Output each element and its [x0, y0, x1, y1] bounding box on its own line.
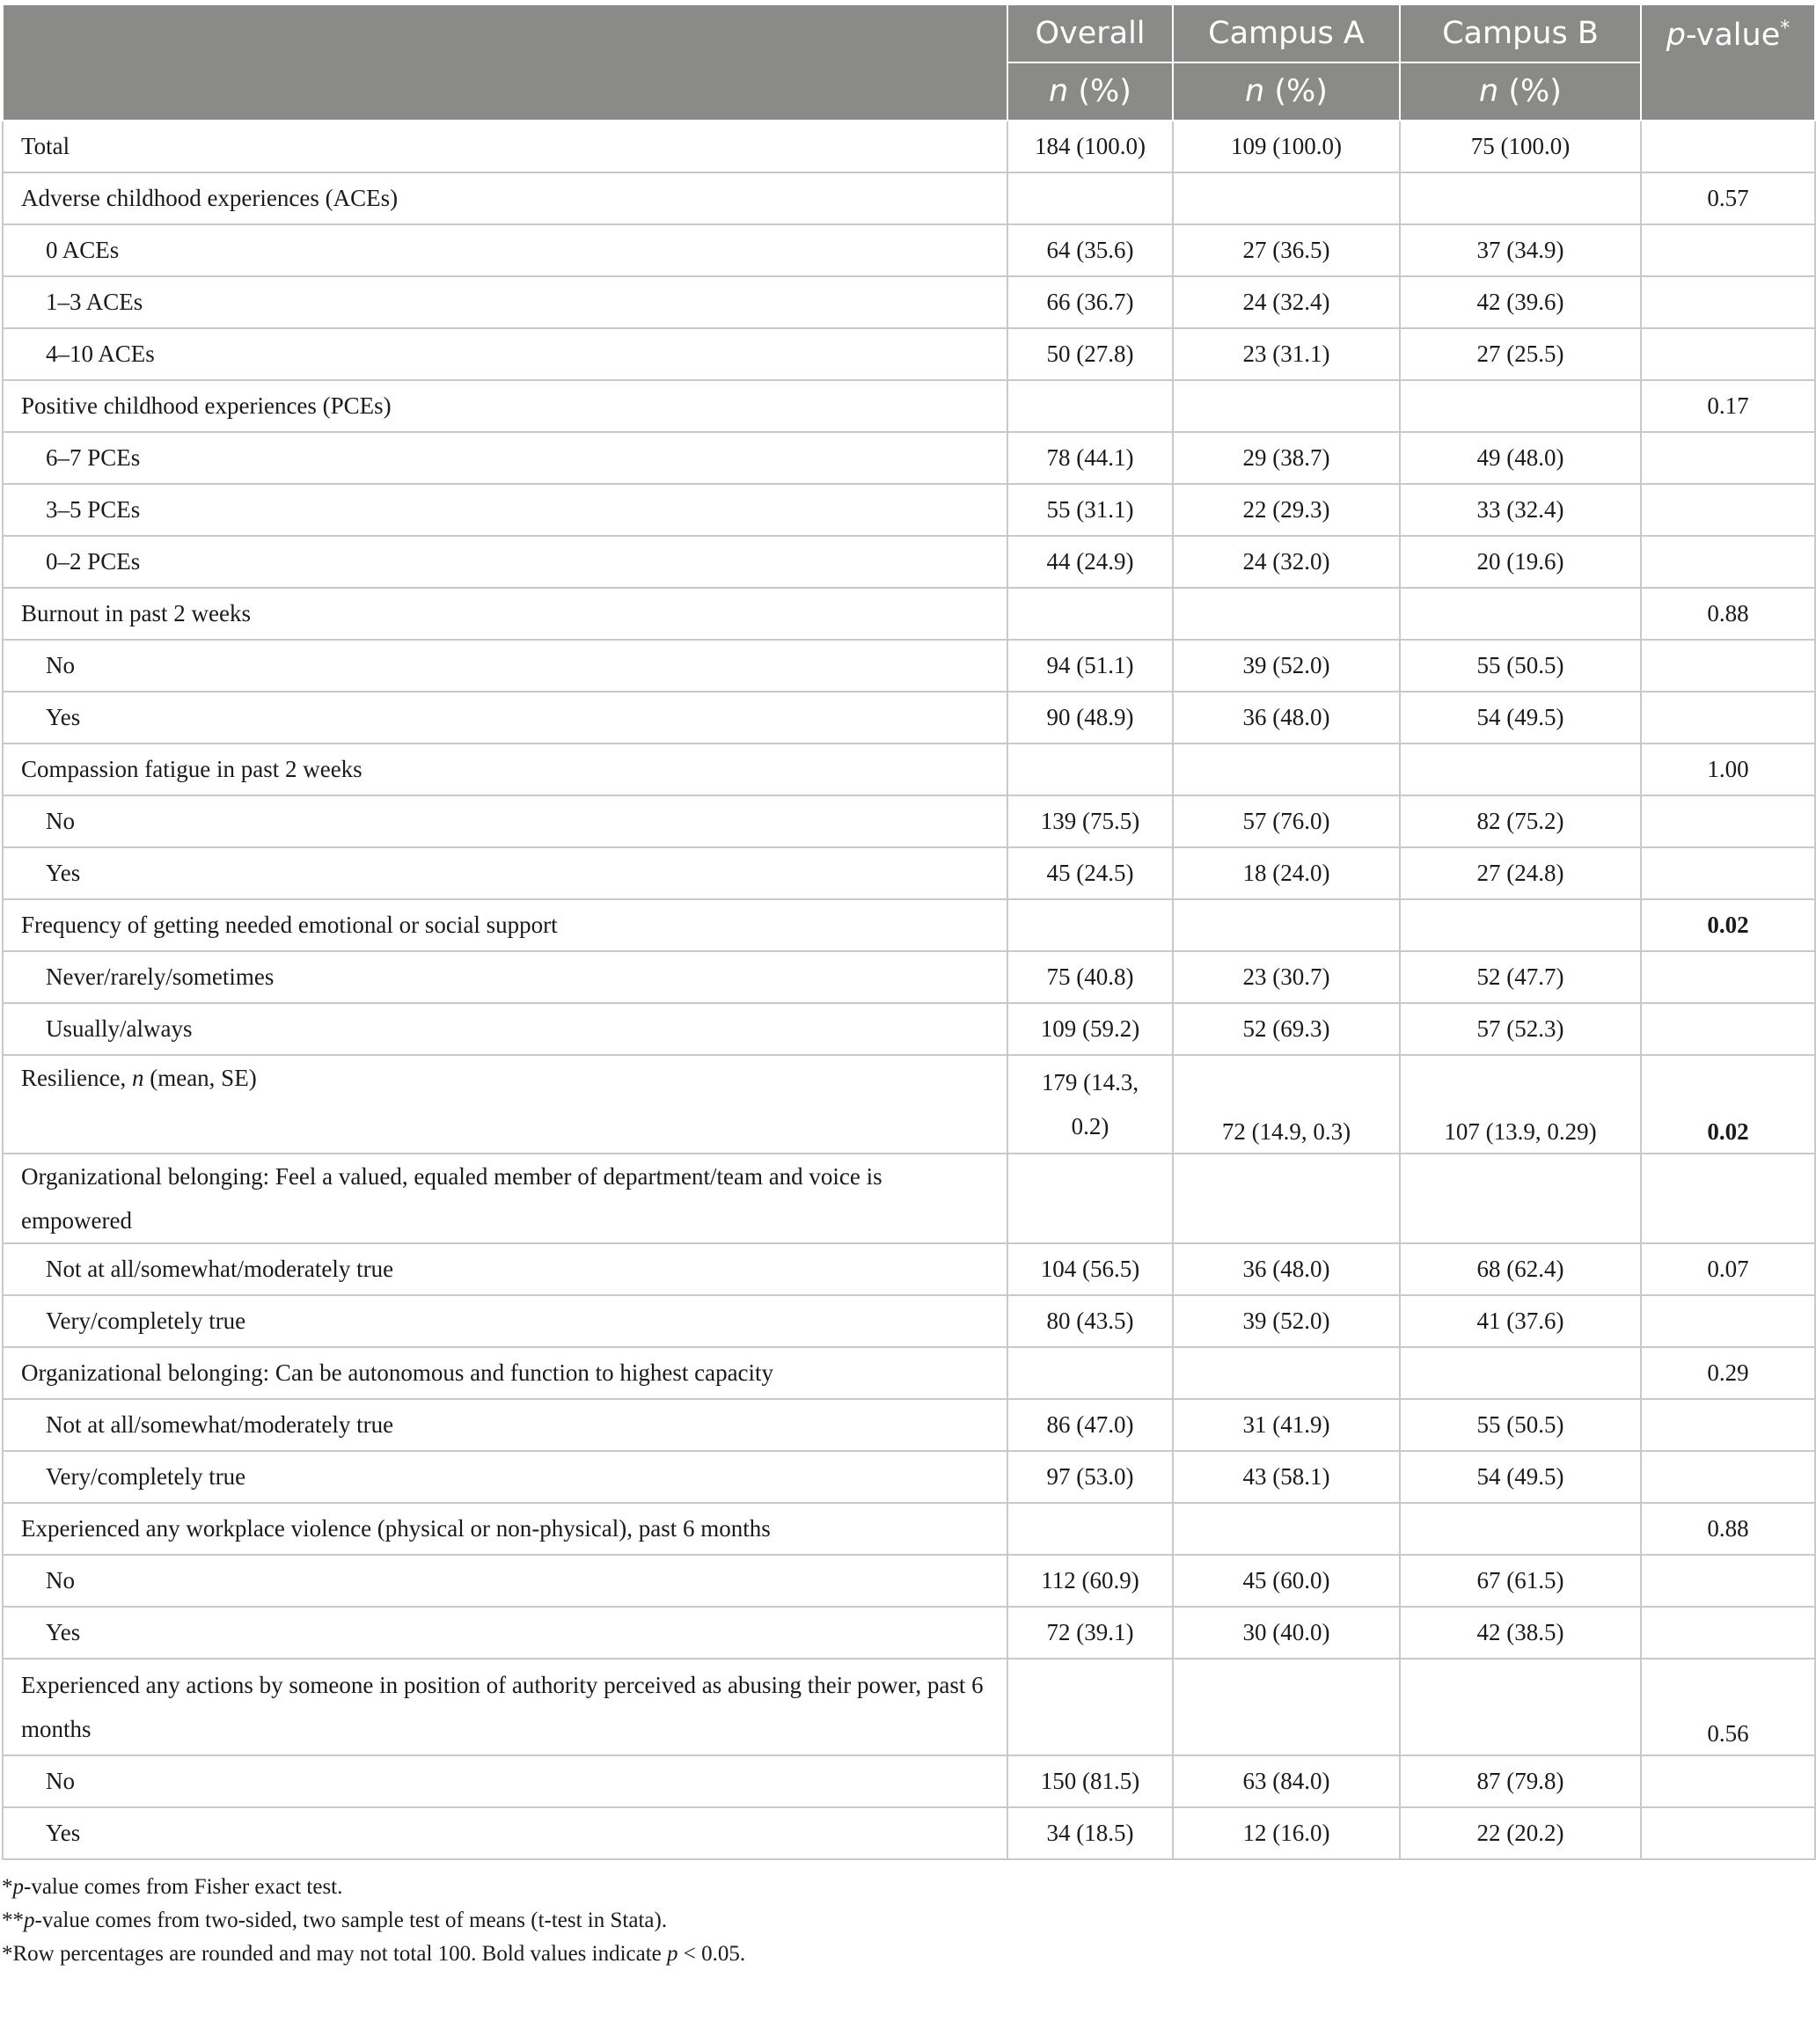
table-row	[3, 1347, 1815, 1399]
row-label: No	[3, 1755, 1007, 1807]
footnote-3	[2, 1938, 1814, 1971]
cell-campus-b: 57 (52.3)	[1400, 1003, 1641, 1055]
cell-campus-b	[1400, 1503, 1641, 1555]
table-row	[3, 1295, 1815, 1347]
row-label: Experienced any workplace violence (physical or non-physical), past 6 months	[3, 1503, 1007, 1555]
cell-campus-a	[1173, 744, 1400, 795]
cell-overall: 97 (53.0)	[1007, 1451, 1173, 1503]
cell-campus-b: 22 (20.2)	[1400, 1807, 1641, 1859]
cell-campus-b: 87 (79.8)	[1400, 1755, 1641, 1807]
cell-pvalue: 1.00	[1641, 744, 1815, 795]
cell-campus-a	[1173, 1154, 1400, 1243]
cell-overall: 104 (56.5)	[1007, 1243, 1173, 1295]
cell-pvalue: 0.29	[1641, 1347, 1815, 1399]
cell-campus-a	[1173, 1503, 1400, 1555]
row-label: Yes	[3, 1807, 1007, 1859]
cell-campus-b: 42 (39.6)	[1400, 276, 1641, 328]
cell-overall	[1007, 1659, 1173, 1755]
table-row	[3, 795, 1815, 847]
row-label: Organizational belonging: Can be autonomous and function to highest capacity	[3, 1347, 1007, 1399]
cell-campus-b	[1400, 1154, 1641, 1243]
footnote-1	[2, 1871, 1814, 1904]
resilience-label-n: n	[131, 1065, 144, 1091]
resilience-label-pre: Resilience,	[21, 1065, 132, 1091]
row-label: Very/completely true	[3, 1451, 1007, 1503]
row-label: Total	[3, 121, 1007, 172]
cell-campus-a: 36 (48.0)	[1173, 1243, 1400, 1295]
row-label: Yes	[3, 1607, 1007, 1659]
row-label: Not at all/somewhat/moderately true	[3, 1399, 1007, 1451]
cell-campus-a: 24 (32.4)	[1173, 276, 1400, 328]
cell-pvalue: 0.07	[1641, 1243, 1815, 1295]
cell-campus-b: 20 (19.6)	[1400, 536, 1641, 588]
cell-pvalue	[1641, 1399, 1815, 1451]
cell-campus-b	[1400, 899, 1641, 951]
cell-overall: 94 (51.1)	[1007, 640, 1173, 692]
cell-overall: 72 (39.1)	[1007, 1607, 1173, 1659]
cell-campus-a: 63 (84.0)	[1173, 1755, 1400, 1807]
cell-campus-b	[1400, 588, 1641, 640]
cell-campus-b	[1400, 380, 1641, 432]
header-overall-n	[1007, 62, 1173, 121]
cell-overall: 90 (48.9)	[1007, 692, 1173, 744]
table-row	[3, 224, 1815, 276]
cell-campus-a	[1173, 1659, 1400, 1755]
cell-campus-b: 49 (48.0)	[1400, 432, 1641, 484]
results-table	[2, 4, 1816, 1860]
row-label: No	[3, 640, 1007, 692]
cell-campus-b	[1400, 1659, 1641, 1755]
table-row	[3, 1243, 1815, 1295]
table-row	[3, 1055, 1815, 1154]
row-label: Yes	[3, 847, 1007, 899]
row-label: Burnout in past 2 weeks	[3, 588, 1007, 640]
cell-overall	[1007, 1347, 1173, 1399]
cell-overall	[1007, 744, 1173, 795]
row-label: Experienced any actions by someone in position of authority perceived as abusing their power, past 6 months	[3, 1659, 1007, 1755]
table-footnotes	[2, 1871, 1814, 1971]
cell-campus-b: 54 (49.5)	[1400, 692, 1641, 744]
cell-pvalue	[1641, 692, 1815, 744]
row-label: Very/completely true	[3, 1295, 1007, 1347]
footnote-2	[2, 1904, 1814, 1938]
cell-campus-a: 45 (60.0)	[1173, 1555, 1400, 1607]
cell-campus-a: 57 (76.0)	[1173, 795, 1400, 847]
cell-campus-a: 36 (48.0)	[1173, 692, 1400, 744]
row-label: 0 ACEs	[3, 224, 1007, 276]
footnote-2-text: -value comes from two-sided, two sample test of means (t-test in Stata).	[34, 1908, 668, 1932]
header-campus-b: Campus B	[1400, 4, 1641, 62]
row-label: Yes	[3, 692, 1007, 744]
table-row	[3, 328, 1815, 380]
row-label: Organizational belonging: Feel a valued, equaled member of department/team and voice is empowered	[3, 1154, 1007, 1243]
table-row	[3, 1555, 1815, 1607]
row-label: Positive childhood experiences (PCEs)	[3, 380, 1007, 432]
cell-pvalue: 0.56	[1641, 1659, 1815, 1755]
cell-overall: 34 (18.5)	[1007, 1807, 1173, 1859]
cell-pvalue	[1641, 1755, 1815, 1807]
results-table-container	[2, 4, 1814, 1971]
cell-pvalue: 0.02	[1641, 1055, 1815, 1154]
header-pvalue-rest: -value	[1685, 18, 1781, 53]
cell-pvalue: 0.02	[1641, 899, 1815, 951]
footnote-1-star: *	[2, 1875, 13, 1899]
cell-campus-a: 24 (32.0)	[1173, 536, 1400, 588]
table-row	[3, 1154, 1815, 1243]
cell-campus-b: 52 (47.7)	[1400, 951, 1641, 1003]
row-label: 4–10 ACEs	[3, 328, 1007, 380]
cell-pvalue	[1641, 484, 1815, 536]
cell-pvalue	[1641, 328, 1815, 380]
cell-overall	[1007, 1154, 1173, 1243]
cell-campus-a: 109 (100.0)	[1173, 121, 1400, 172]
table-row	[3, 951, 1815, 1003]
cell-overall	[1007, 172, 1173, 224]
footnote-3-tail: < 0.05.	[677, 1942, 746, 1966]
table-row	[3, 1807, 1815, 1859]
cell-campus-b: 41 (37.6)	[1400, 1295, 1641, 1347]
table-row	[3, 847, 1815, 899]
table-row	[3, 588, 1815, 640]
footnote-1-p: p	[12, 1875, 24, 1899]
cell-overall: 150 (81.5)	[1007, 1755, 1173, 1807]
cell-pvalue	[1641, 1807, 1815, 1859]
cell-campus-b: 54 (49.5)	[1400, 1451, 1641, 1503]
cell-campus-a: 29 (38.7)	[1173, 432, 1400, 484]
table-row	[3, 1003, 1815, 1055]
cell-campus-b: 42 (38.5)	[1400, 1607, 1641, 1659]
cell-overall: 78 (44.1)	[1007, 432, 1173, 484]
header-n-pct: (%)	[1508, 74, 1562, 109]
table-row	[3, 899, 1815, 951]
footnote-3-p: p	[667, 1942, 678, 1966]
cell-overall	[1007, 588, 1173, 640]
cell-campus-b	[1400, 172, 1641, 224]
header-n-pct: (%)	[1274, 74, 1328, 109]
cell-overall: 66 (36.7)	[1007, 276, 1173, 328]
cell-campus-a: 12 (16.0)	[1173, 1807, 1400, 1859]
cell-pvalue: 0.88	[1641, 588, 1815, 640]
footnote-2-star: **	[2, 1908, 24, 1932]
row-label: 0–2 PCEs	[3, 536, 1007, 588]
table-row	[3, 1755, 1815, 1807]
cell-overall: 50 (27.8)	[1007, 328, 1173, 380]
cell-overall	[1007, 899, 1173, 951]
cell-pvalue	[1641, 224, 1815, 276]
table-row	[3, 432, 1815, 484]
footnote-2-p: p	[24, 1908, 35, 1932]
header-n-italic: n	[1245, 74, 1265, 109]
cell-pvalue	[1641, 847, 1815, 899]
table-row	[3, 1503, 1815, 1555]
cell-campus-a: 39 (52.0)	[1173, 640, 1400, 692]
cell-campus-a: 22 (29.3)	[1173, 484, 1400, 536]
cell-campus-b: 27 (24.8)	[1400, 847, 1641, 899]
table-row	[3, 484, 1815, 536]
row-label	[3, 1055, 1007, 1154]
cell-campus-b	[1400, 1347, 1641, 1399]
cell-pvalue: 0.57	[1641, 172, 1815, 224]
footnote-3-text: *Row percentages are rounded and may not total 100. Bold values indicate	[2, 1942, 668, 1966]
table-row	[3, 744, 1815, 795]
table-row	[3, 380, 1815, 432]
table-row	[3, 692, 1815, 744]
cell-overall: 139 (75.5)	[1007, 795, 1173, 847]
header-pvalue	[1641, 4, 1815, 121]
cell-pvalue	[1641, 1295, 1815, 1347]
cell-campus-a: 18 (24.0)	[1173, 847, 1400, 899]
cell-campus-a: 27 (36.5)	[1173, 224, 1400, 276]
cell-campus-a	[1173, 172, 1400, 224]
cell-overall: 112 (60.9)	[1007, 1555, 1173, 1607]
header-pvalue-sup: *	[1780, 18, 1790, 40]
cell-campus-b: 27 (25.5)	[1400, 328, 1641, 380]
table-body	[3, 121, 1815, 1859]
cell-campus-b: 107 (13.9, 0.29)	[1400, 1055, 1641, 1154]
table-row	[3, 1607, 1815, 1659]
cell-pvalue	[1641, 1607, 1815, 1659]
row-label: 6–7 PCEs	[3, 432, 1007, 484]
table-row	[3, 640, 1815, 692]
row-label: 1–3 ACEs	[3, 276, 1007, 328]
cell-overall: 75 (40.8)	[1007, 951, 1173, 1003]
table-row	[3, 276, 1815, 328]
cell-pvalue	[1641, 951, 1815, 1003]
resilience-overall-line2: 0.2)	[1071, 1113, 1109, 1139]
cell-campus-b: 67 (61.5)	[1400, 1555, 1641, 1607]
cell-campus-b: 55 (50.5)	[1400, 1399, 1641, 1451]
cell-pvalue	[1641, 1003, 1815, 1055]
cell-campus-a: 72 (14.9, 0.3)	[1173, 1055, 1400, 1154]
cell-campus-b	[1400, 744, 1641, 795]
header-campus-a-n	[1173, 62, 1400, 121]
cell-overall: 184 (100.0)	[1007, 121, 1173, 172]
cell-campus-b: 55 (50.5)	[1400, 640, 1641, 692]
cell-pvalue: 0.17	[1641, 380, 1815, 432]
header-pvalue-p: p	[1666, 18, 1686, 53]
cell-campus-a: 23 (31.1)	[1173, 328, 1400, 380]
header-blank-cell	[3, 4, 1007, 121]
resilience-label-post: (mean, SE)	[143, 1065, 257, 1091]
row-label: Frequency of getting needed emotional or social support	[3, 899, 1007, 951]
cell-campus-a	[1173, 380, 1400, 432]
cell-pvalue	[1641, 432, 1815, 484]
cell-overall: 109 (59.2)	[1007, 1003, 1173, 1055]
row-label: Usually/always	[3, 1003, 1007, 1055]
cell-overall	[1007, 1055, 1173, 1154]
table-row	[3, 536, 1815, 588]
cell-overall	[1007, 380, 1173, 432]
cell-pvalue	[1641, 640, 1815, 692]
row-label: Compassion fatigue in past 2 weeks	[3, 744, 1007, 795]
cell-overall: 86 (47.0)	[1007, 1399, 1173, 1451]
cell-overall	[1007, 1503, 1173, 1555]
cell-campus-b: 33 (32.4)	[1400, 484, 1641, 536]
cell-pvalue: 0.88	[1641, 1503, 1815, 1555]
header-campus-a: Campus A	[1173, 4, 1400, 62]
cell-campus-a: 52 (69.3)	[1173, 1003, 1400, 1055]
row-label: Not at all/somewhat/moderately true	[3, 1243, 1007, 1295]
table-row	[3, 1659, 1815, 1755]
table-row	[3, 1399, 1815, 1451]
cell-pvalue	[1641, 1451, 1815, 1503]
cell-campus-a: 31 (41.9)	[1173, 1399, 1400, 1451]
cell-campus-b: 68 (62.4)	[1400, 1243, 1641, 1295]
cell-campus-b: 75 (100.0)	[1400, 121, 1641, 172]
header-n-italic: n	[1479, 74, 1499, 109]
cell-overall: 55 (31.1)	[1007, 484, 1173, 536]
header-overall: Overall	[1007, 4, 1173, 62]
table-header	[3, 4, 1815, 121]
cell-pvalue	[1641, 536, 1815, 588]
cell-overall: 44 (24.9)	[1007, 536, 1173, 588]
cell-pvalue	[1641, 1555, 1815, 1607]
resilience-overall-line1: 179 (14.3,	[1041, 1069, 1139, 1095]
cell-campus-b: 82 (75.2)	[1400, 795, 1641, 847]
cell-campus-a: 23 (30.7)	[1173, 951, 1400, 1003]
row-label: 3–5 PCEs	[3, 484, 1007, 536]
cell-pvalue	[1641, 121, 1815, 172]
cell-campus-a	[1173, 1347, 1400, 1399]
cell-campus-a: 30 (40.0)	[1173, 1607, 1400, 1659]
footnote-1-text: -value comes from Fisher exact test.	[24, 1875, 343, 1899]
row-label: No	[3, 795, 1007, 847]
cell-overall: 45 (24.5)	[1007, 847, 1173, 899]
cell-campus-a: 39 (52.0)	[1173, 1295, 1400, 1347]
cell-overall: 64 (35.6)	[1007, 224, 1173, 276]
cell-campus-a	[1173, 588, 1400, 640]
table-row	[3, 172, 1815, 224]
cell-campus-a	[1173, 899, 1400, 951]
header-n-pct: (%)	[1078, 74, 1131, 109]
cell-pvalue	[1641, 1154, 1815, 1243]
table-row	[3, 1451, 1815, 1503]
row-label: No	[3, 1555, 1007, 1607]
cell-overall: 80 (43.5)	[1007, 1295, 1173, 1347]
cell-campus-b: 37 (34.9)	[1400, 224, 1641, 276]
header-campus-b-n	[1400, 62, 1641, 121]
cell-campus-a: 43 (58.1)	[1173, 1451, 1400, 1503]
table-row	[3, 121, 1815, 172]
row-label: Never/rarely/sometimes	[3, 951, 1007, 1003]
row-label: Adverse childhood experiences (ACEs)	[3, 172, 1007, 224]
header-n-italic: n	[1049, 74, 1069, 109]
cell-pvalue	[1641, 276, 1815, 328]
cell-pvalue	[1641, 795, 1815, 847]
